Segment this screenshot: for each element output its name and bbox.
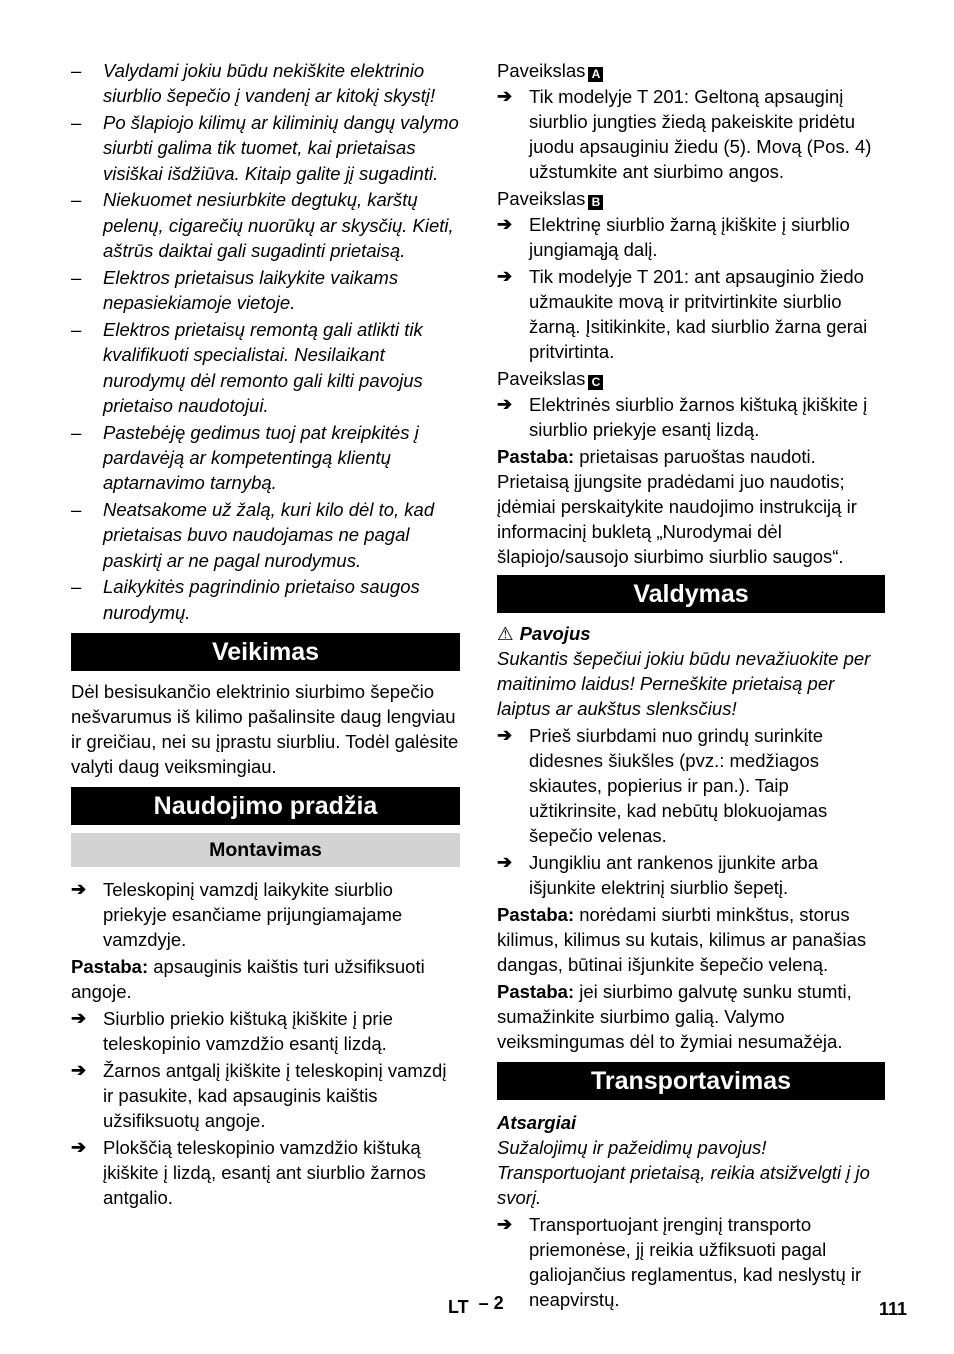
item-text: Elektrinę siurblio žarną įkiškite į siurblio jungiamąją dalį. <box>529 214 850 260</box>
item-text: Tik modelyje T 201: Geltoną apsauginį siurblio jungties žiedą pakeiskite pridėtu juodu apsauginiu žiedu (5). Movą (Pos. 4) užstumkite ant siurbimo angos. <box>529 86 872 182</box>
arrow-right-icon: ➔ <box>71 1137 87 1158</box>
danger-label: Pavojus <box>519 623 591 644</box>
naudojimo-heading: Naudojimo pradžia <box>71 787 460 825</box>
warning-triangle-icon: ⚠ <box>497 623 514 644</box>
right-column <box>497 58 885 1314</box>
note-text: prietaisas paruoštas naudoti. Prietaisą įjungsite pradėdami juo naudotis; įdėmiai perskaitykite naudojimo instrukciją ir informacinį bukletą „Nurodymai dėl šlapiojo/sausojo siurbimo siurblio saugos“. <box>497 446 857 567</box>
note-text: norėdami siurbti minkštus, storus kilimus, kilimus su kutais, kilimus ar panašias dangas, būtinai išjunkite šepečio veleną. <box>497 904 867 975</box>
caution-title <box>497 1110 885 1135</box>
figure-a-box: A <box>588 67 603 82</box>
safety-bullet-list <box>71 58 460 625</box>
figure-c-box: C <box>588 375 603 390</box>
item-text: Po šlapiojo kilimų ar kiliminių dangų valymo siurbti galima tik tuomet, kai prietaisas visiškai išdžiūva. Kitaip galite jį sugadinti. <box>103 112 459 184</box>
note-label: Pastaba: <box>497 904 575 925</box>
item-text: Elektrinės siurblio žarnos kištuką įkiškite į siurblio priekyje esantį lizdą. <box>529 394 868 440</box>
item-text: Elektros prietaisus laikykite vaikams nepasiekiamoje vietoje. <box>103 266 399 314</box>
instruction-step <box>71 1006 460 1056</box>
transport-steps <box>497 1212 885 1312</box>
note-ready <box>497 444 885 569</box>
danger-title <box>497 621 885 646</box>
item-text: Žarnos antgalį įkiškite į teleskopinį vamzdį ir pasukite, kad apsauginis kaištis užsifiksuotų angoje. <box>103 1060 447 1132</box>
item-text: Teleskopinį vamzdį laikykite siurblio priekyje esančiame prijungiamajame vamzdyje. <box>103 879 403 951</box>
arrow-right-icon: ➔ <box>71 879 87 900</box>
transport-heading: Transportavimas <box>497 1062 885 1100</box>
instruction-step <box>71 1058 460 1133</box>
dash-marker: – <box>71 60 82 81</box>
instruction-step <box>497 850 885 900</box>
bullet-item <box>71 265 460 316</box>
dash-marker: – <box>71 318 82 340</box>
note-text: apsauginis kaištis turi užsifiksuoti angoje. <box>71 956 425 1003</box>
dash-marker: – <box>71 112 82 134</box>
note-label: Pastaba: <box>497 981 575 1002</box>
bullet-item <box>71 317 460 418</box>
instruction-step <box>497 1212 885 1312</box>
section-number: – 2 <box>478 1293 504 1313</box>
mounting-step-list <box>71 877 460 952</box>
dash-marker: – <box>71 266 82 288</box>
instruction-step <box>71 877 460 952</box>
caution-label: Atsargiai <box>497 1112 577 1133</box>
dash-marker: – <box>71 189 82 211</box>
note-soft <box>497 902 885 977</box>
item-text: Valydami jokiu būdu nekiškite elektrinio siurblio šepečio į vandenį ar kitokį skystį! <box>103 60 436 107</box>
footer-language <box>448 1293 504 1318</box>
figure-b-steps <box>497 212 885 364</box>
note-latch <box>71 954 460 1004</box>
instruction-step <box>497 84 885 184</box>
instruction-step <box>497 264 885 364</box>
instruction-step <box>497 723 885 848</box>
bullet-item <box>71 497 460 573</box>
dash-marker: – <box>71 576 82 598</box>
instruction-step <box>71 1135 460 1210</box>
item-text: Siurblio priekio kištuką įkiškite į prie teleskopinio vamzdžio esantį lizdą. <box>103 1008 393 1055</box>
figure-word: Paveikslas <box>497 60 586 81</box>
montavimas-heading: Montavimas <box>71 833 460 867</box>
item-text: Neatsakome už žalą, kuri kilo dėl to, kad prietaisas buvo naudojamas ne pagal paskirtį ar ne pagal nurodymus. <box>103 499 435 571</box>
bullet-item <box>71 574 460 625</box>
dash-marker: – <box>71 499 82 521</box>
arrow-right-icon: ➔ <box>497 725 513 745</box>
arrow-right-icon: ➔ <box>497 852 513 872</box>
item-text: Niekuomet nesiurbkite degtukų, karštų pelenų, cigarečių nuorūkų ar skysčių. Kieti, aštrūs daiktai gali sugadinti prietaisą. <box>103 189 454 262</box>
danger-text: Sukantis šepečiui jokiu būdu nevažiuokite per maitinimo laidus! Perneškite prietaisą per laiptus ar aukštus slenksčius! <box>497 648 871 719</box>
figure-word: Paveikslas <box>497 188 586 209</box>
item-text: Plokščią teleskopinio vamzdžio kištuką įkiškite į lizdą, esantį ant siurblio žarnos antgalio. <box>103 1137 426 1209</box>
language-code: LT <box>448 1297 469 1317</box>
item-text: Prieš siurbdami nuo grindų surinkite didesnes šiukšles (pvz.: medžiagos skiautes, popierius ir pan.). Taip užtikrinsite, kad nebūtų blokuojamas šepečio velenas. <box>529 725 828 846</box>
figure-b-label <box>497 186 885 211</box>
left-column <box>71 58 460 1212</box>
arrow-right-icon: ➔ <box>497 394 513 414</box>
valdymas-steps <box>497 723 885 900</box>
instruction-step <box>497 212 885 262</box>
item-text: Tik modelyje T 201: ant apsauginio žiedo užmaukite movą ir pritvirtinkite siurblio žarną. Įsitikinkite, kad siurblio žarna gerai pritvirtinta. <box>529 266 868 362</box>
note-hard <box>497 979 885 1054</box>
item-text: Elektros prietaisų remontą gali atlikti tik kvalifikuoti specialistai. Nesilaikant nurodymų dėl remonto gali kilti pavojus prietaiso naudotojui. <box>103 318 423 416</box>
note-label: Pastaba: <box>497 446 575 467</box>
page-number: 111 <box>879 1299 908 1319</box>
arrow-right-icon: ➔ <box>497 86 513 106</box>
figure-a-label <box>497 58 885 83</box>
bullet-item <box>71 58 460 109</box>
arrow-right-icon: ➔ <box>497 266 513 286</box>
arrow-right-icon: ➔ <box>71 1060 87 1081</box>
arrow-right-icon: ➔ <box>497 1214 513 1234</box>
note-text: jei siurbimo galvutę sunku stumti, sumažinkite siurbimo galią. Valymo veiksmingumas dėl to žymiai nesumažėja. <box>497 981 852 1052</box>
figure-c-steps <box>497 392 885 442</box>
veikimas-heading: Veikimas <box>71 633 460 671</box>
item-text: Pastebėję gedimus tuoj pat kreipkitės į pardavėją ar kompetentingą klientų aptarnavimo tarnybą. <box>103 421 419 494</box>
item-text: Jungikliu ant rankenos įjunkite arba išjunkite elektrinį siurblio šepetį. <box>529 852 818 898</box>
figure-c-label <box>497 366 885 391</box>
valdymas-heading: Valdymas <box>497 575 885 613</box>
mounting-step-list-2 <box>71 1006 460 1210</box>
bullet-item <box>71 187 460 263</box>
item-text: Transportuojant įrenginį transporto priemonėse, jį reikia užfiksuoti pagal galiojančius reglamentus, kad neslystų ir neapvirstų. <box>529 1214 862 1310</box>
figure-word: Paveikslas <box>497 368 586 389</box>
instruction-step <box>497 392 885 442</box>
veikimas-text: Dėl besisukančio elektrinio siurbimo šepečio nešvarumus iš kilimo pašalinsite daug lengviau ir greičiau, nei su įprastu siurbliu. Todėl galėsite valyti daug veiksmingiau. <box>71 681 459 778</box>
arrow-right-icon: ➔ <box>497 214 513 234</box>
dash-marker: – <box>71 421 82 443</box>
item-text: Laikykitės pagrindinio prietaiso saugos nurodymų. <box>103 576 420 623</box>
figure-b-box: B <box>588 195 603 210</box>
caution-text: Sužalojimų ir pažeidimų pavojus! Transportuojant prietaisą, reikia atsižvelgti į jo svorį. <box>497 1137 870 1208</box>
bullet-item <box>71 110 460 186</box>
note-label: Pastaba: <box>71 956 149 978</box>
figure-a-steps <box>497 84 885 184</box>
bullet-item <box>71 420 460 496</box>
arrow-right-icon: ➔ <box>71 1008 87 1029</box>
